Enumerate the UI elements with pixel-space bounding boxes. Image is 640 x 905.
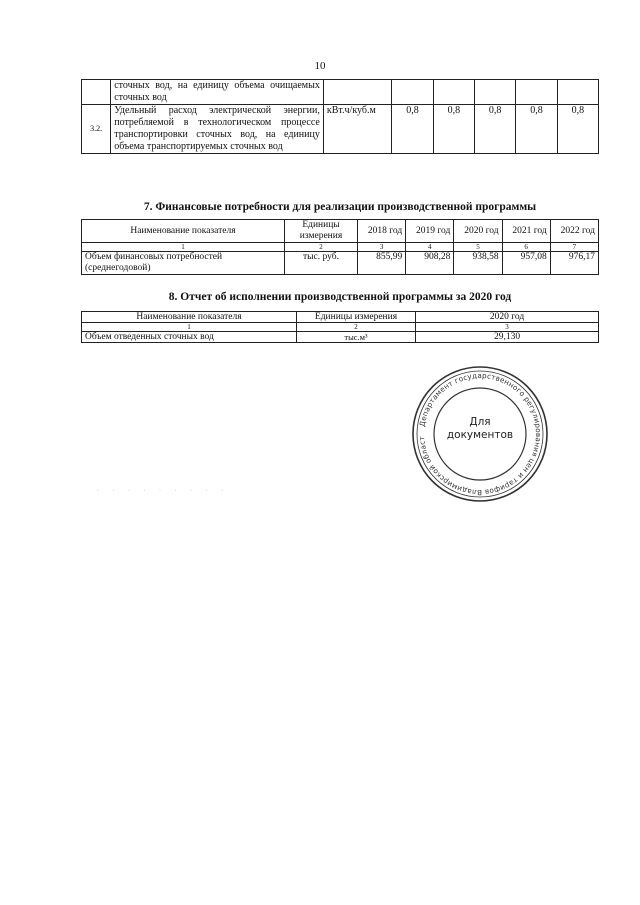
header-unit: Единицы измерения — [285, 220, 358, 243]
value-cell: 0,8 — [392, 105, 433, 154]
unit-cell: кВт.ч/куб.м — [323, 105, 392, 154]
unit-cell — [323, 80, 392, 105]
table-row — [82, 332, 599, 343]
row-unit: тыс.м³ — [297, 332, 416, 343]
svg-text:Департамент государственного р: Департамент государственного регулирования цен и тарифов Владимирской област — [417, 370, 544, 498]
table-row — [82, 80, 599, 105]
header-name: Наименование показателя — [82, 312, 297, 323]
index-cell: 6 — [502, 243, 550, 252]
header-year: 2021 год — [502, 220, 550, 243]
index-row — [82, 243, 599, 252]
header-year: 2022 год — [550, 220, 598, 243]
value-cell: 0,8 — [516, 105, 557, 154]
value-cell: 976,17 — [550, 252, 598, 275]
faint-scan-dots: · · · · · · · · · — [97, 488, 229, 494]
header-name: Наименование показателя — [82, 220, 285, 243]
index-cell: 7 — [550, 243, 598, 252]
value-cell: 0,8 — [557, 105, 598, 154]
index-cell: 3 — [358, 243, 406, 252]
stamp-line-1: Для — [469, 416, 491, 428]
index-cell: 1 — [82, 323, 297, 332]
header-year: 2018 год — [358, 220, 406, 243]
index-cell: 2 — [285, 243, 358, 252]
value-cell: 0,8 — [475, 105, 516, 154]
index-cell: 4 — [406, 243, 454, 252]
row-name: Объем финансовых потребностей (среднегодовой) — [82, 252, 285, 275]
value-cell: 0,8 — [433, 105, 474, 154]
value-cell: 938,58 — [454, 252, 502, 275]
stamp-center-text — [410, 416, 550, 442]
value-cell — [475, 80, 516, 105]
header-year: 2020 год — [416, 312, 599, 323]
financial-needs-table — [81, 219, 599, 275]
row-number-cell: 3.2. — [82, 105, 111, 154]
row-unit: тыс. руб. — [285, 252, 358, 275]
row-name: Объем отведенных сточных вод — [82, 332, 297, 343]
value-cell — [392, 80, 433, 105]
section-7-title: 7. Финансовые потребности для реализации производственной программы — [143, 201, 537, 213]
official-stamp — [410, 364, 550, 504]
table-header-row — [82, 220, 599, 243]
value-cell — [557, 80, 598, 105]
table-row — [82, 252, 599, 275]
index-cell: 3 — [416, 323, 599, 332]
value-cell — [516, 80, 557, 105]
page-number: 10 — [314, 60, 326, 72]
indicators-table-continuation — [81, 79, 599, 154]
index-cell: 5 — [454, 243, 502, 252]
indicator-desc-cell: сточных вод, на единицу объема очищаемых сточных вод — [111, 80, 324, 105]
execution-report-table — [81, 311, 599, 343]
value-cell: 908,28 — [406, 252, 454, 275]
table-row — [82, 105, 599, 154]
index-cell: 1 — [82, 243, 285, 252]
stamp-line-2: документов — [446, 429, 514, 441]
header-unit: Единицы измерения — [297, 312, 416, 323]
index-row — [82, 323, 599, 332]
row-number-cell — [82, 80, 111, 105]
header-year: 2020 год — [454, 220, 502, 243]
value-cell: 957,08 — [502, 252, 550, 275]
index-cell: 2 — [297, 323, 416, 332]
value-cell: 29,130 — [416, 332, 599, 343]
table-header-row — [82, 312, 599, 323]
header-year: 2019 год — [406, 220, 454, 243]
value-cell: 855,99 — [358, 252, 406, 275]
value-cell — [433, 80, 474, 105]
indicator-desc-cell: Удельный расход электрической энергии, потребляемой в технологическом процессе транспортировки сточных вод, на единицу объема транспортируемых сточных вод — [111, 105, 324, 154]
section-8-title: 8. Отчет об исполнении производственной программы за 2020 год — [168, 291, 512, 303]
